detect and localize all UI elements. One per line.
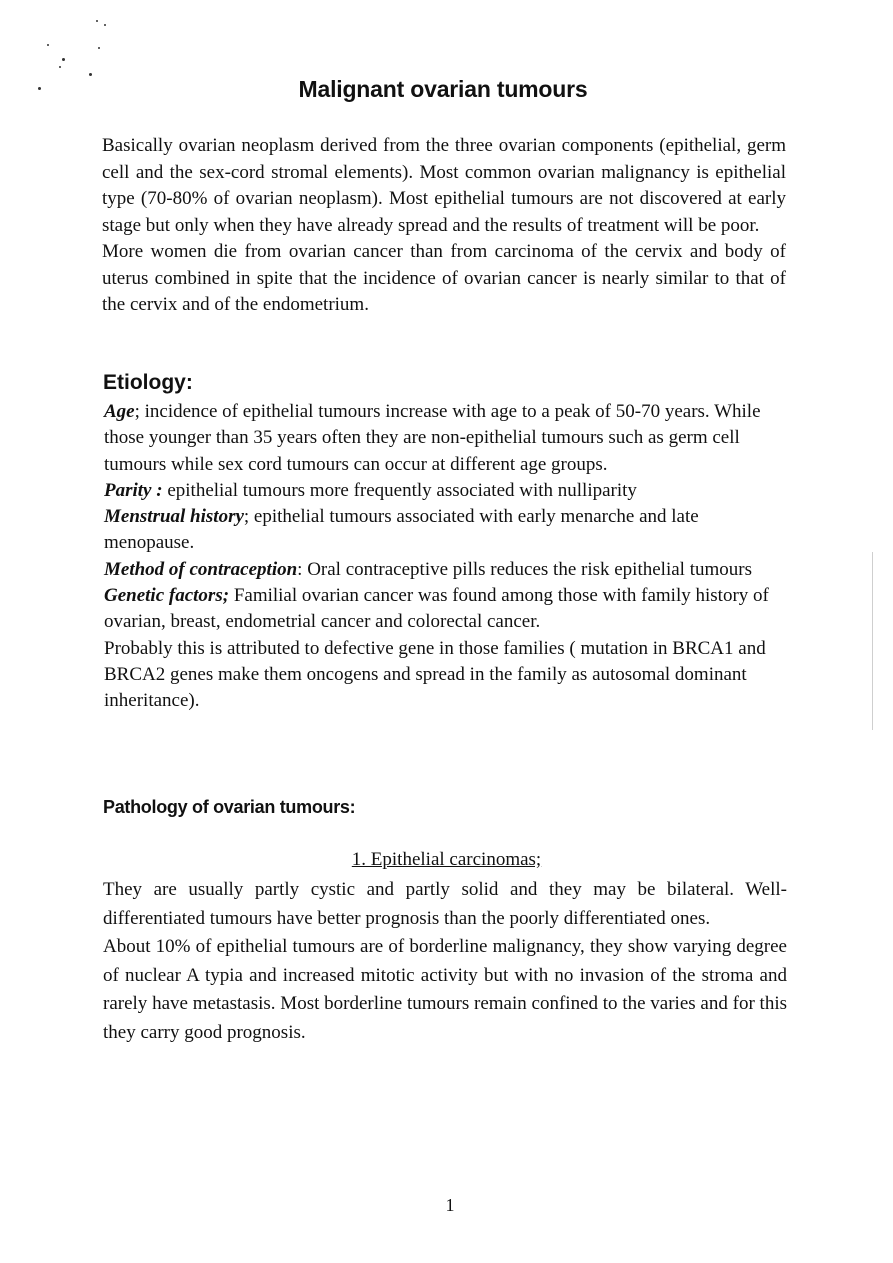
etiology-contraception xyxy=(104,557,784,583)
epithelial-subheading: 1. Epithelial carcinomas; xyxy=(351,849,542,870)
epithelial-paragraph: About 10% of epithelial tumours are of borderline malignancy, they show varying degree of nuclear A typia and increased mitotic activity but with no invasion of the stroma and rarely have metastasis. Most borderline tumours remain confined to the varies and for this they carry good prognosis. xyxy=(103,936,787,1043)
epithelial-section xyxy=(103,876,787,1047)
intro-paragraph: More women die from ovarian cancer than from carcinoma of the cervix and body of uterus combined in spite that the incidence of ovarian cancer is nearly similar to that of the cervix and of the endometrium. xyxy=(102,241,786,315)
term-label: Menstrual history xyxy=(104,506,244,528)
scan-edge-line xyxy=(872,552,873,730)
etiology-heading: Etiology: xyxy=(103,371,193,394)
etiology-menstrual xyxy=(104,504,784,557)
scan-speck xyxy=(104,24,106,26)
etiology-section xyxy=(104,399,784,715)
scan-speck xyxy=(98,47,100,49)
scan-speck xyxy=(47,44,49,46)
term-text: epithelial tumours more frequently associated with nulliparity xyxy=(162,479,637,501)
etiology-age xyxy=(104,399,784,478)
term-text: Familial ovarian cancer was found among those with family history of ovarian, breast, endometrial cancer and colorectal cancer. xyxy=(104,585,769,633)
term-label: Age xyxy=(104,401,135,422)
etiology-parity xyxy=(104,478,784,504)
term-label: Parity : xyxy=(104,479,163,501)
etiology-genetic xyxy=(104,583,784,636)
etiology-genetic-detail: Probably this is attributed to defective gene in those families ( mutation in BRCA1 and BRCA2 genes make them oncogens and spread in the family as autosomal dominant inheritance). xyxy=(104,637,766,712)
term-label: Method of contraception xyxy=(104,558,298,580)
epithelial-paragraph: They are usually partly cystic and partly solid and they may be bilateral. Well-differentiated tumours have better prognosis than the poorly differentiated ones. xyxy=(103,879,787,929)
scan-speck xyxy=(62,58,65,61)
term-text: ; epithelial tumours associated with early menarche and late menopause. xyxy=(104,506,699,554)
page-number: 1 xyxy=(445,1195,455,1215)
scan-speck xyxy=(59,66,61,68)
term-text: ; incidence of epithelial tumours increase with age to a peak of 50-70 years. While those younger than 35 years often they are non-epithelial tumours such as germ cell tumours while sex cord tumours can occur at different age groups. xyxy=(104,401,761,475)
term-label: Genetic factors; xyxy=(104,585,230,607)
intro-paragraph: Basically ovarian neoplasm derived from the three ovarian components (epithelial, germ cell and the sex-cord stromal elements). Most common ovarian malignancy is epithelial type (70-80% of ovarian neoplasm). Most epithelial tumours are not discovered at early stage but only when they have already spread and the results of treatment will be poor. xyxy=(102,135,786,236)
intro-section xyxy=(102,133,786,319)
page-title: Malignant ovarian tumours xyxy=(298,76,588,102)
pathology-heading: Pathology of ovarian tumours: xyxy=(103,797,356,817)
term-text: : Oral contraceptive pills reduces the risk epithelial tumours xyxy=(297,558,752,580)
scan-speck xyxy=(96,20,98,22)
